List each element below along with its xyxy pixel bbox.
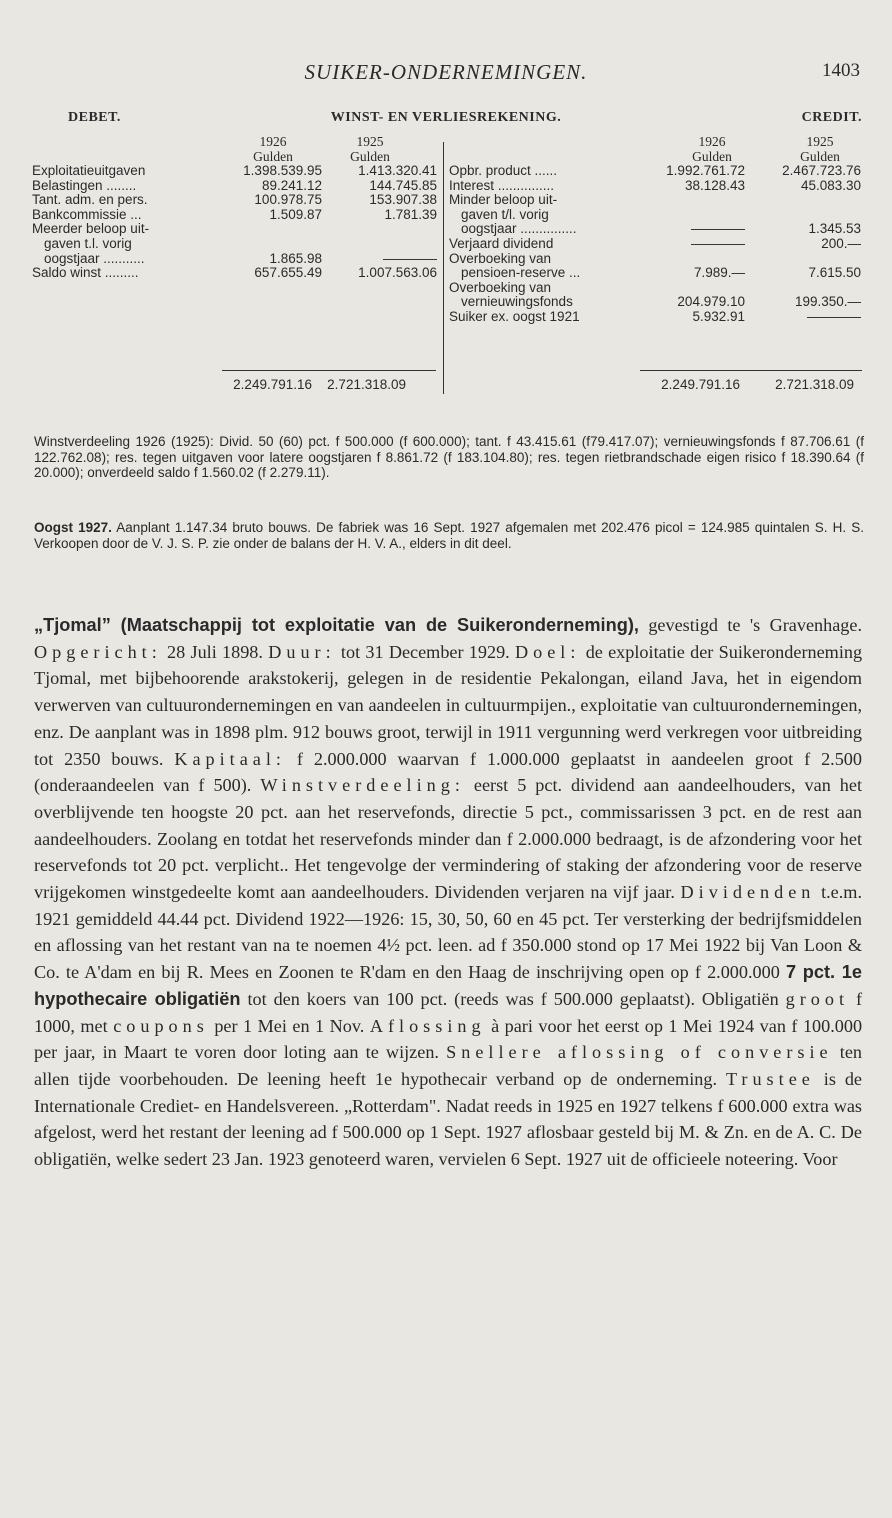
trustee-label: Trustee bbox=[725, 1068, 815, 1089]
coupons-label: coupons bbox=[113, 1015, 209, 1036]
table-row: oogstjaar ............... ———— 1.345.53 bbox=[461, 221, 861, 237]
debet-total-1926: 2.249.791.16 bbox=[233, 377, 312, 392]
credit-total-1926: 2.249.791.16 bbox=[661, 377, 740, 392]
credit-table bbox=[449, 164, 861, 325]
debet-year-1926: 1926 Gulden bbox=[253, 134, 293, 164]
credit-year-1926: 1926 Gulden bbox=[692, 134, 732, 164]
credit-total-1925: 2.721.318.09 bbox=[775, 377, 854, 392]
credit-total-rule bbox=[640, 370, 862, 371]
table-row: pensioen-reserve ... 7.989.— 7.615.50 bbox=[461, 265, 861, 281]
debet-total-rule bbox=[222, 370, 436, 371]
table-row: Minder beloop uit- bbox=[449, 192, 558, 208]
table-row: Verjaard dividend ———— 200.— bbox=[449, 235, 861, 251]
debet-total-1925: 2.721.318.09 bbox=[327, 377, 406, 392]
dividenden-label: Dividenden bbox=[680, 882, 816, 903]
table-row: Interest ............... 38.128.43 45.083.30 bbox=[449, 177, 861, 193]
aflossing-label: Aflossing bbox=[369, 1015, 486, 1036]
table-row: Overboeking van bbox=[449, 250, 552, 266]
company-paragraph: „Tjomal” (Maatschappij tot exploitatie van de Suikeronderneming), gevestigd te 's Gravenhage. Opgericht: 28 Juli 1898. Duur: tot 31 December 1929. Doel: de exploitatie der Suikeronderneming Tjomal, met bijbehoorende arakstokerij, gelegen in de residentie Pekalongan, eiland Java, het in eigendom verwerven van cultuurondernemingen en van aandeelen in cultuurmpijen., exploitatie van cultuurondernemingen, enz. De aanplant was in 1898 plm. 912 bouws groot, terwijl in 1911 vergunning werd verkregen voor uitbreiding tot 2350 bouws. Kapitaal: f 2.000.000 waarvan f 1.000.000 geplaatst in aandeelen groot f 2.500 (onderaandeelen van f 500). Winstverdeeling: eerst 5 pct. dividend aan aandeelhouders, van het overblijvende ten hoogste 20 pct. aan het reservefonds, directie 5 pct., commissarissen 3 pct. en de rest aan aandeelhouders. Zoolang en totdat het reservefonds minder dan f 2.000.000 bedraagt, is de afzondering voor het reservefonds tot 20 pct. verplicht.. Het tengevolge der vermindering of staking der afzondering voor de reserve vrijgekomen winstgedeelte komt aan aandeelhouders. Dividenden verjaren na vijf jaar. Dividenden t.e.m. 1921 gemiddeld 44.44 pct. Dividend 1922—1926: 15, 30, 50, 60 en 45 pct. Ter versterking der bedrijfsmiddelen en aflossing van het restant van na te noemen 4½ pct. leen. ad f 350.000 stond op 17 Mei 1922 bij Van Loon & Co. te A'dam en bij R. Mees en Zoonen te R'dam en den Haag de inschrijving open op f 2.000.000 7 pct. 1e hypothecaire obligatiën tot den koers van 100 pct. (reeds was f 500.000 geplaatst). Obligatiën groot f 1000, met coupons per 1 Mei en 1 Nov. Aflossing à pari voor het eerst op 1 Mei 1924 van f 100.000 per jaar, in Maart te voren door loting aan te wijzen. Snellere aflossing of conversie ten allen tijde voorbehouden. De leening heeft 1e hypothecair verband op de onderneming. Trustee is de Internationale Crediet- en Handelsvereen. „Rotterdam". Nadat reeds in 1925 en 1927 telkens f 600.000 extra was afgelost, werd het restant der leening ad f 500.000 op 1 Sept. 1927 aflosbaar gesteld bij M. & Zn. en de A. C. De obligatiën, welke sedert 23 Jan. 1923 genoteerd waren, vervielen 6 Sept. 1927 uit de officieele noteering. Voor bbox=[34, 615, 863, 1170]
table-row: Overboeking van bbox=[449, 279, 552, 295]
table-row: Tant. adm. en pers. 100.978.75 153.907.38 bbox=[32, 192, 437, 208]
page-number: 1403 bbox=[822, 60, 860, 81]
oogst-text: Aanplant 1.147.34 bruto bouws. De fabriek was 16 Sept. 1927 afgemalen met 202.476 picol = 124.985 quintalen S. H. S. Verkoopen door de V. J. S. P. zie onder de balans der H. V. A., elders in dit deel. bbox=[34, 520, 864, 551]
duur-label: Duur: bbox=[268, 641, 336, 662]
table-row: Suiker ex. oogst 1921 5.932.91 ———— bbox=[449, 308, 861, 324]
debet-year-1925: 1925 Gulden bbox=[350, 134, 390, 164]
statement-title: WINST- EN VERLIESREKENING. bbox=[330, 110, 562, 125]
kapitaal-label: Kapitaal: bbox=[174, 748, 286, 769]
statement-divider bbox=[443, 142, 444, 394]
oogst-label: Oogst 1927. bbox=[34, 520, 112, 535]
opgericht-label: Opgericht: bbox=[34, 641, 162, 662]
debet-table bbox=[32, 164, 437, 281]
table-row: Belastingen ........ 89.241.12 144.745.85 bbox=[32, 177, 437, 193]
debet-label: DEBET. bbox=[68, 110, 121, 125]
table-row: Saldo winst ......... 657.655.49 1.007.563.06 bbox=[32, 265, 437, 281]
table-row: Bankcommissie ... 1.509.87 1.781.39 bbox=[32, 206, 437, 222]
table-row: oogstjaar ........... 1.865.98 ———— bbox=[44, 250, 437, 266]
doel-label: Doel: bbox=[515, 641, 581, 662]
credit-label: CREDIT. bbox=[801, 110, 862, 125]
table-row: Exploitatieuitgaven 1.398.539.95 1.413.320.41 bbox=[32, 163, 437, 178]
table-row: gaven t/l. vorig bbox=[461, 206, 549, 222]
table-row: Meerder beloop uit- bbox=[32, 221, 150, 237]
company-name: „Tjomal” (Maatschappij tot exploitatie van de Suikeronderneming), bbox=[34, 615, 639, 635]
credit-year-1925: 1925 Gulden bbox=[800, 134, 840, 164]
oogst-paragraph bbox=[34, 520, 864, 551]
table-row: vernieuwingsfonds 204.979.10 199.350.— bbox=[461, 294, 861, 310]
obligatie-label: 7 pct. 1e hypothecaire obligatiën bbox=[34, 962, 863, 1009]
table-row: Opbr. product ...... 1.992.761.72 2.467.723.76 bbox=[449, 163, 861, 178]
table-row: gaven t.l. vorig bbox=[44, 235, 132, 251]
winstverdeeling-paragraph: Winstverdeeling 1926 (1925): Divid. 50 (60) pct. f 500.000 (f 600.000); tant. f 43.415.61 (f79.417.07); vernieuwingsfonds f 87.706.61 (f 122.762.08); res. tegen uitgaven voor latere oogstjaren f 8.861.72 (f 183.104.80); res. tegen rietbrandschade eigen risico f 18.390.64 (f 20.000); onverdeeld saldo f 1.560.02 (f 2.279.11). bbox=[34, 434, 864, 480]
groot-label: groot bbox=[785, 988, 850, 1009]
winstverdeeling-label: Winstverdeeling: bbox=[260, 775, 465, 796]
snellere-aflossing-label: Snellere aflossing of conversie bbox=[446, 1042, 833, 1063]
running-header-title: SUIKER-ONDERNEMINGEN. bbox=[304, 60, 588, 84]
